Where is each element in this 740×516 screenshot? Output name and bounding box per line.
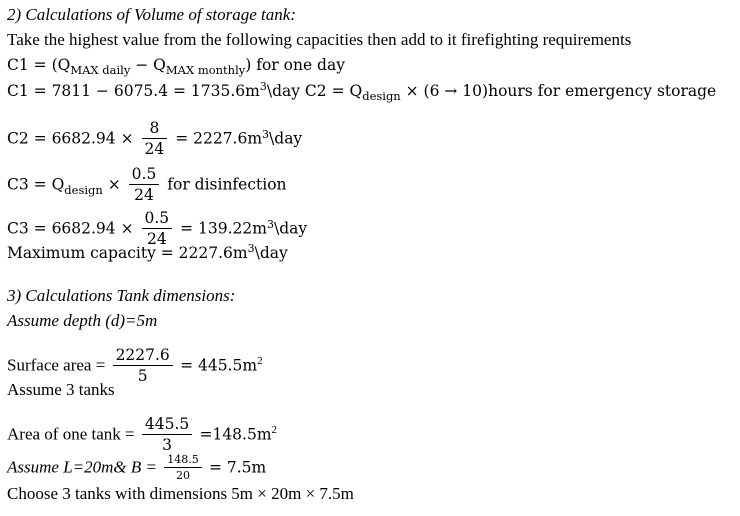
lb-numerator: 148.5 (164, 453, 202, 468)
c1-def-rhs: ) for one day (245, 56, 345, 74)
c3-def-rhs: for disinfection (167, 175, 287, 194)
c2-denominator: 24 (144, 140, 165, 158)
c1-calc-sup: 3 (259, 80, 267, 93)
c1-def-mid: − Q (130, 56, 166, 74)
c1-def-lhs: C1 = (Q (7, 56, 71, 74)
c3-def-times: × (102, 175, 121, 194)
c2-sup: 3 (262, 127, 270, 141)
lb-denominator: 20 (175, 469, 190, 482)
maximum-capacity (7, 243, 288, 265)
c3-def-numerator: 0.5 (129, 165, 160, 185)
surface-area-lhs: Surface area = (7, 355, 106, 375)
c3-def-denominator: 24 (134, 186, 154, 204)
c1-calculation (7, 81, 716, 103)
assume-tanks (7, 380, 115, 400)
c3-sup: 3 (266, 217, 274, 231)
lb-rhs: = 7.5m (208, 458, 267, 477)
c3-numerator: 0.5 (142, 209, 173, 229)
surface-area-denominator: 5 (137, 367, 148, 385)
intro-text (7, 30, 631, 50)
max-cap-sup: 3 (247, 242, 255, 255)
surface-area-fraction (113, 346, 173, 385)
c1-calc-sub: design (362, 89, 401, 103)
c3-unit: \day (273, 219, 308, 238)
c1-calc-text1: C1 = 7811 − 6075.4 = 1735.6m (7, 82, 260, 100)
intro-text-content: Take the highest value from the following capacities then add to it firefighting requirements (7, 30, 632, 49)
max-cap-text: Maximum capacity = 2227.6m (7, 244, 248, 262)
c2-unit: \day (269, 129, 303, 148)
area-one-tank-rhs: =148.5m (199, 425, 272, 444)
c2-numerator: 8 (142, 119, 168, 139)
assume-depth (7, 311, 157, 331)
c3-def-fraction (129, 165, 160, 204)
c3-denominator: 24 (146, 230, 167, 248)
area-one-tank (7, 416, 277, 455)
c2-calculation (7, 120, 302, 159)
c1-calc-text2: \day C2 = Q (266, 82, 363, 100)
c3-rhs: = 139.22m (180, 219, 267, 238)
surface-area-numerator: 2227.6 (113, 346, 173, 366)
section-3-heading (7, 286, 235, 306)
area-one-tank-denominator: 3 (162, 436, 172, 454)
assume-length-breadth (7, 454, 266, 483)
lb-fraction (164, 453, 202, 482)
c1-definition (7, 55, 345, 76)
c1-def-sub-monthly: MAX monthly (165, 63, 246, 77)
c3-def-lhs: C3 = Q (7, 175, 65, 194)
section-3-heading-text: 3) Calculations Tank dimensions: (7, 286, 236, 305)
choose-tanks (7, 484, 354, 504)
area-one-tank-numerator: 445.5 (142, 415, 192, 435)
surface-area-rhs: = 445.5m (180, 356, 258, 375)
area-one-tank-fraction (142, 415, 192, 454)
choose-tanks-text: Choose 3 tanks with dimensions 5m × 20m × 7.5m (7, 484, 354, 503)
c2-fraction (142, 119, 168, 158)
area-one-tank-sup: 2 (271, 424, 278, 437)
c2-lhs: C2 = 6682.94 × (7, 129, 134, 148)
area-one-tank-lhs: Area of one tank = (7, 424, 135, 444)
c1-calc-text3: × (6 → 10)hours for emergency storage (400, 82, 717, 100)
c3-def-sub: design (64, 182, 103, 197)
c3-lhs: C3 = 6682.94 × (7, 219, 134, 238)
section-2-heading (7, 5, 296, 25)
surface-area-sup: 2 (257, 355, 263, 368)
assume-tanks-text: Assume 3 tanks (7, 380, 115, 399)
max-cap-unit: \day (254, 244, 288, 262)
c1-def-sub-daily: MAX daily (70, 63, 131, 77)
assume-depth-text: Assume depth (d)=5m (7, 311, 158, 330)
lb-lhs: Assume L=20m& B = (7, 457, 157, 477)
section-2-heading-text: 2) Calculations of Volume of storage tank: (7, 5, 296, 24)
c2-rhs: = 2227.6m (175, 129, 263, 148)
c3-definition (7, 166, 287, 205)
